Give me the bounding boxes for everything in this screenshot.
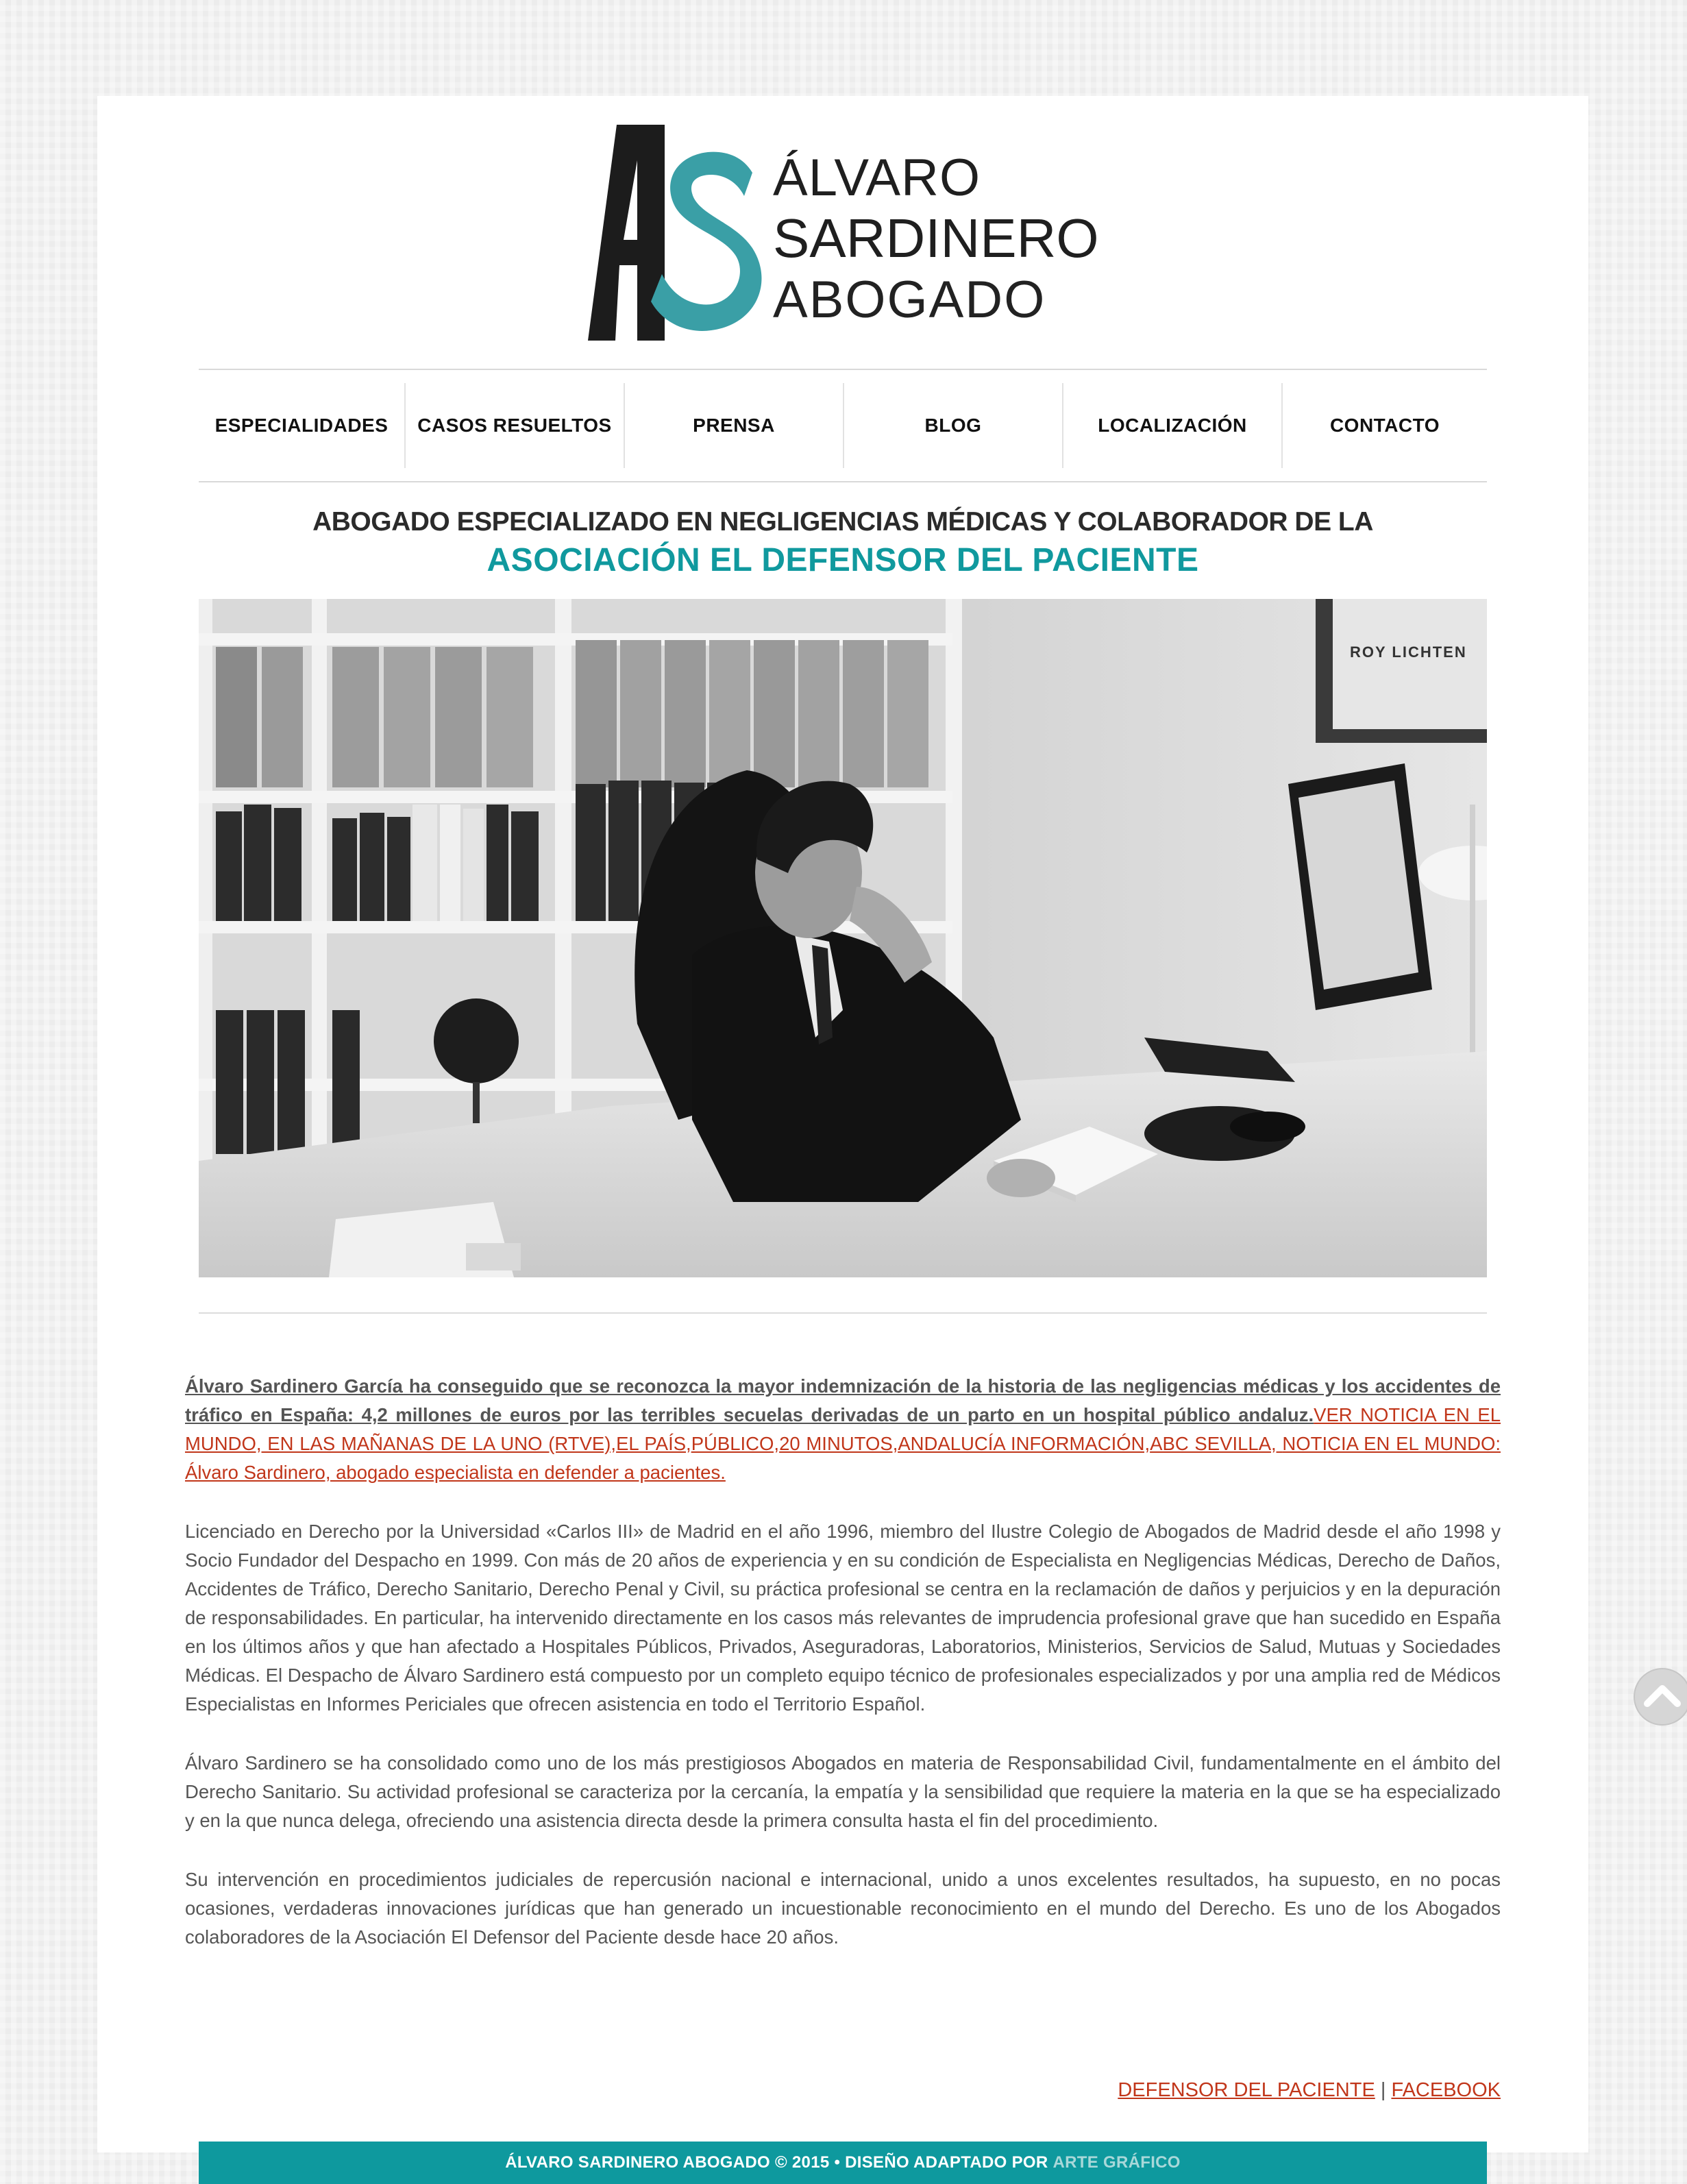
poster-text: ROY LICHTEN [1350,643,1467,661]
page-container [97,96,1588,2172]
news-link-publico[interactable]: PÚBLICO, [691,1433,780,1454]
nav-item-localizacion[interactable]: LOCALIZACIÓN [1062,383,1281,468]
section-divider [199,1312,1487,1314]
bio-paragraph: Su intervención en procedimientos judiciales de repercusión nacional e internacional, unido a unos excelentes resultados, ha supuesto, en no pocas ocasiones, verdaderas innovaciones jurídicas que han generado un incuestionable reconocimiento en el mundo del Derecho. Es uno de los Abogados colaboradores de la Asociación El Defensor del Paciente desde hace 20 años. [185,1869,1501,1948]
nav-item-prensa[interactable]: PRENSA [624,383,843,468]
news-link-abc-sevilla[interactable]: ABC SEVILLA, [1150,1433,1283,1454]
logo-line-title: ABOGADO [773,271,1046,329]
chevron-up-icon [1635,1669,1687,1724]
facebook-link[interactable]: FACEBOOK [1391,2079,1501,2101]
logo-line-first-name: ÁLVARO [773,149,981,207]
site-footer [199,2142,1487,2184]
hero-photo [199,599,1487,1277]
logo-monogram [588,125,773,344]
news-link-el-mundo-article[interactable]: NOTICIA EN EL MUNDO: Álvaro Sardinero, abogado especialista en defender a pacientes. [185,1433,1501,1483]
logo-text [773,149,1099,329]
bio-paragraph: Álvaro Sardinero se ha consolidado como uno de los más prestigiosos Abogados en materia de Responsabilidad Civil, fundamentalmente en el ámbito del Derecho Sanitario. Su actividad profesional se caracteriza por la cercanía, la empatía y la sensibilidad que requiere la materia en la que se ha especializado y en la que nunca delega, ofreciendo una asistencia directa desde la primera consulta hasta el fin del procedimiento. [185,1752,1501,1831]
scroll-to-top-button[interactable] [1634,1668,1687,1726]
defensor-del-paciente-link[interactable]: DEFENSOR DEL PACIENTE [1118,2079,1375,2101]
nav-item-blog[interactable]: BLOG [843,383,1062,468]
hero-photo-illustration [199,599,1487,1277]
external-links [185,2079,1501,2102]
intro-paragraph [185,1372,1501,1487]
news-link-andalucia-informacion[interactable]: ANDALUCÍA INFORMACIÓN, [898,1433,1150,1454]
news-link-el-pais[interactable]: EL PAÍS, [616,1433,691,1454]
page-subheadline: ASOCIACIÓN EL DEFENSOR DEL PACIENTE [487,542,1199,578]
main-nav [199,369,1487,482]
nav-item-contacto[interactable]: CONTACTO [1281,383,1487,468]
page-headline: ABOGADO ESPECIALIZADO EN NEGLIGENCIAS MÉDICAS Y COLABORADOR DE LA [312,507,1373,537]
site-logo[interactable] [588,125,1099,351]
nav-item-casos-resueltos[interactable]: CASOS RESUELTOS [404,383,624,468]
link-separator: | [1375,2079,1392,2101]
bio-paragraph: Licenciado en Derecho por la Universidad «Carlos III» de Madrid en el año 1996, miembro del Ilustre Colegio de Abogados de Madrid desde el año 1998 y Socio Fundador del Despacho en 1999. Con más de 20 años de experiencia y en su condición de Especialista en Negligencias Médicas, Derecho de Daños, Accidentes de Tráfico, Derecho Sanitario, Derecho Penal y Civil, su práctica profesional se centra en la reclamación de daños y perjuicios y en la depuración de responsabilidades. En particular, ha intervenido directamente en los casos más relevantes de imprudencia profesional grave que han sucedido en España en los últimos años y que han afectado a Hospitales Públicos, Privados, Aseguradoras, Laboratorios, Ministerios, Servicios de Salud, Mutuas y Sociedades Médicas. El Despacho de Álvaro Sardinero está compuesto por un completo equipo técnico de profesionales especializados y por una amplia red de Médicos Especialistas en Informes Periciales que ofrecen asistencia en todo el Territorio Español. [185,1521,1501,1715]
news-link-20-minutos[interactable]: 20 MINUTOS, [779,1433,898,1454]
footer-credit-link[interactable]: ARTE GRÁFICO [1052,2153,1181,2172]
intro-highlight: Álvaro Sardinero García ha conseguido que se reconozca la mayor indemnización de la historia de las negligencias médicas y los accidentes de tráfico en España: 4,2 millones de euros por las terribles secuelas derivadas de un parto en un hospital público andaluz. [185,1375,1501,1425]
news-link-el-mundo-rtve[interactable]: VER NOTICIA EN EL MUNDO, EN LAS MAÑANAS DE LA UNO (RTVE), [185,1404,1501,1454]
nav-item-especialidades[interactable]: ESPECIALIDADES [214,415,389,436]
footer-text: ÁLVARO SARDINERO ABOGADO © 2015 • DISEÑO ADAPTADO POR [505,2153,1053,2172]
logo-line-last-name: SARDINERO [773,208,1099,269]
main-content [185,1372,1501,1982]
